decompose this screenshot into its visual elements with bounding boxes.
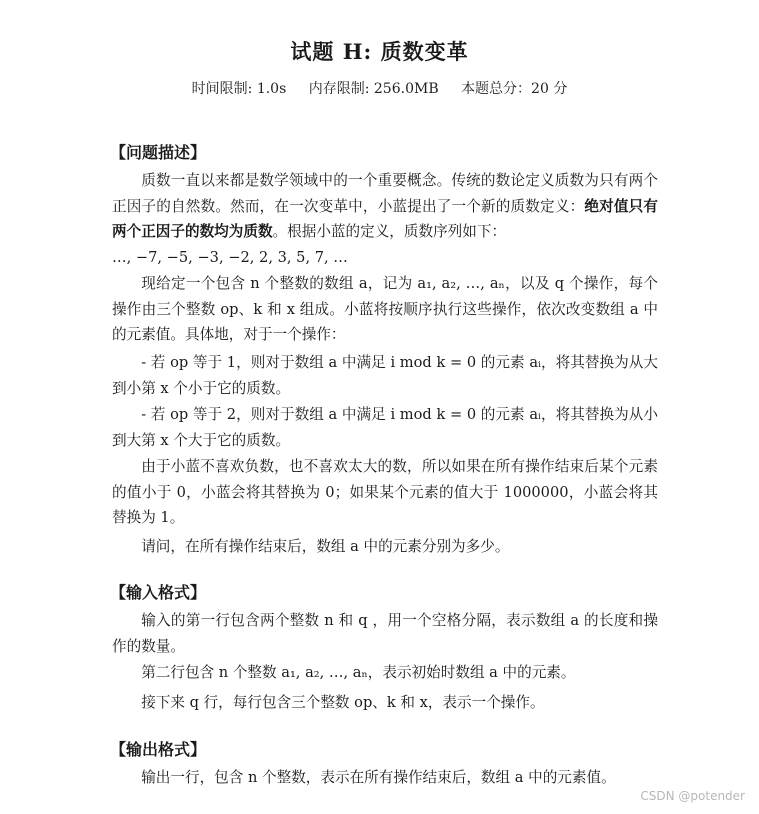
- output-heading: 【输出格式】: [110, 740, 207, 759]
- description-p1-tail: 。根据小蓝的定义，质数序列如下：: [272, 223, 507, 240]
- description-paragraph-2: 现给定一个包含 n 个整数的数组 a，记为 a₁, a₂, …, aₙ，以及 q 个操作，每个操作由三个整数 op、k 和 x 组成。小蓝将按顺序执行这些操作，依次改变数组 a 中的元素值。具体地，对于一个操作：: [112, 275, 658, 343]
- description-paragraph-6: 请问，在所有操作结束后，数组 a 中的元素分别为多少。: [141, 538, 510, 555]
- input-paragraph-1: 输入的第一行包含两个整数 n 和 q ，用一个空格分隔，表示数组 a 的长度和操作的数量。: [112, 612, 658, 655]
- time-limit: 时间限制: 1.0s: [191, 81, 287, 97]
- prime-definition: 绝对值只有两个正因子的数均为质数: [112, 197, 658, 240]
- problem-meta: [0, 78, 759, 98]
- input-heading: 【输入格式】: [110, 583, 207, 602]
- watermark: CSDN @potender: [640, 789, 745, 803]
- description-paragraph-1: [112, 168, 658, 245]
- output-paragraph-1: 输出一行，包含 n 个整数，表示在所有操作结束后，数组 a 中的元素值。: [141, 769, 616, 786]
- description-heading: 【问题描述】: [110, 143, 207, 162]
- total-score: 本题总分：20 分: [461, 81, 568, 97]
- problem-title: 试题 H: 质数变革: [290, 39, 469, 64]
- input-paragraph-2: 第二行包含 n 个整数 a₁, a₂, …, aₙ，表示初始时数组 a 中的元素。: [141, 664, 576, 681]
- prime-sequence: …, −7, −5, −3, −2, 2, 3, 5, 7, …: [112, 249, 348, 266]
- description-p1-text: 质数一直以来都是数学领域中的一个重要概念。传统的数论定义质数为只有两个正因子的自然数。然而，在一次变革中，小蓝提出了一个新的质数定义：: [112, 172, 658, 215]
- description-paragraph-5: 由于小蓝不喜欢负数，也不喜欢太大的数，所以如果在所有操作结束后某个元素的值小于 0，小蓝会将其替换为 0；如果某个元素的值大于 1000000，小蓝会将其替换为 1。: [112, 458, 658, 526]
- memory-limit: 内存限制: 256.0MB: [308, 81, 439, 97]
- input-paragraph-3: 接下来 q 行，每行包含三个整数 op、k 和 x，表示一个操作。: [141, 694, 545, 711]
- description-paragraph-3: - 若 op 等于 1，则对于数组 a 中满足 i mod k = 0 的元素 aᵢ，将其替换为从大到小第 x 个小于它的质数。: [112, 354, 658, 397]
- description-paragraph-4: - 若 op 等于 2，则对于数组 a 中满足 i mod k = 0 的元素 aᵢ，将其替换为从小到大第 x 个大于它的质数。: [112, 406, 658, 449]
